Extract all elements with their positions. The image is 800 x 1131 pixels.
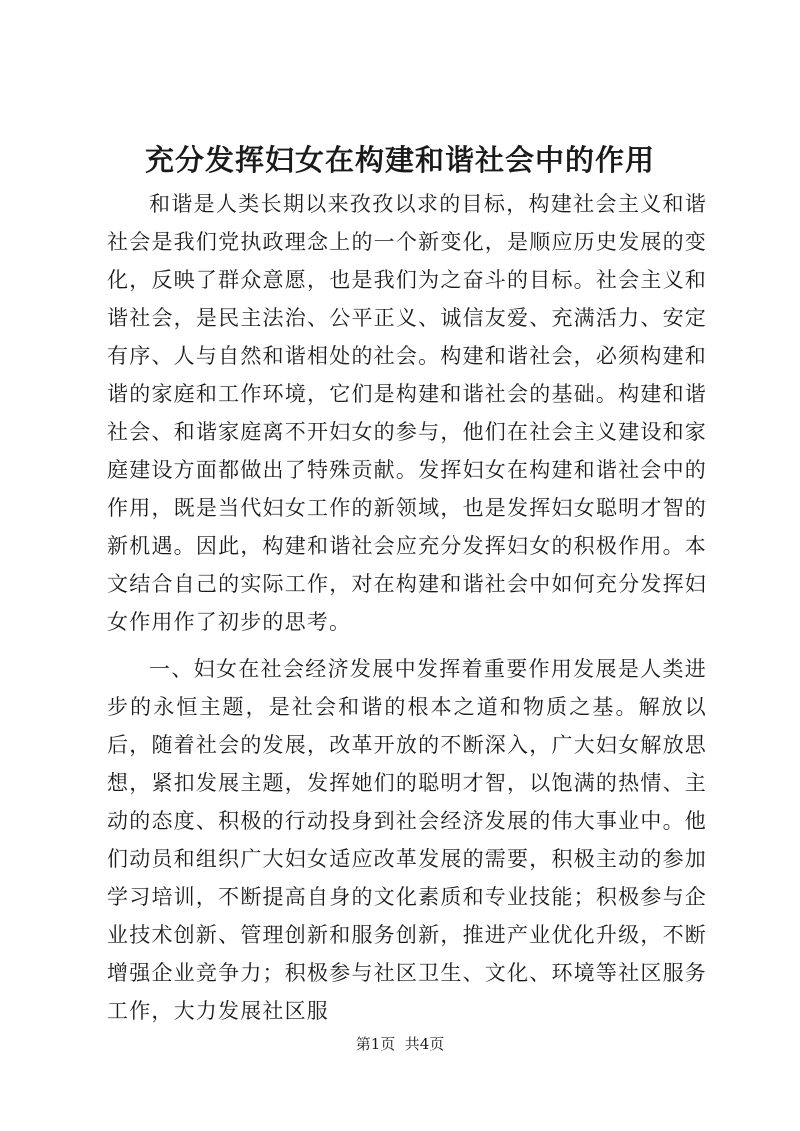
document-body	[107, 185, 707, 1030]
paragraph-section-one: 一、妇女在社会经济发展中发挥着重要作用发展是人类进步的永恒主题，是社会和谐的根本之道和物质之基。解放以后，随着社会的发展，改革开放的不断深入，广大妇女解放思想，紧扣发展主题，发挥她们的聪明才智，以饱满的热情、主动的态度、积极的行动投身到社会经济发展的伟大事业中。他们动员和组织广大妇女适应改革发展的需要，积极主动的参加学习培训，不断提高自身的文化素质和专业技能；积极参与企业技术创新、管理创新和服务创新，推进产业优化升级，不断增强企业竞争力；积极参与社区卫生、文化、环境等社区服务工作，大力发展社区服	[107, 657, 707, 1023]
page-footer: 第1页 共4页	[355, 1035, 445, 1053]
page-title: 充分发挥妇女在构建和谐社会中的作用	[144, 143, 655, 177]
paragraph-intro: 和谐是人类长期以来孜孜以求的目标，构建社会主义和谐社会是我们党执政理念上的一个新变化，是顺应历史发展的变化，反映了群众意愿，也是我们为之奋斗的目标。社会主义和谐社会，是民主法治、公平正义、诚信友爱、充满活力、安定有序、人与自然和谐相处的社会。构建和谐社会，必须构建和谐的家庭和工作环境，它们是构建和谐社会的基础。构建和谐社会、和谐家庭离不开妇女的参与，他们在社会主义建设和家庭建设方面都做出了特殊贡献。发挥妇女在构建和谐社会中的作用，既是当代妇女工作的新领域，也是发挥妇女聪明才智的新机遇。因此，构建和谐社会应充分发挥妇女的积极作用。本文结合自己的实际工作，对在构建和谐社会中如何充分发挥妇女作用作了初步的思考。	[107, 192, 707, 634]
